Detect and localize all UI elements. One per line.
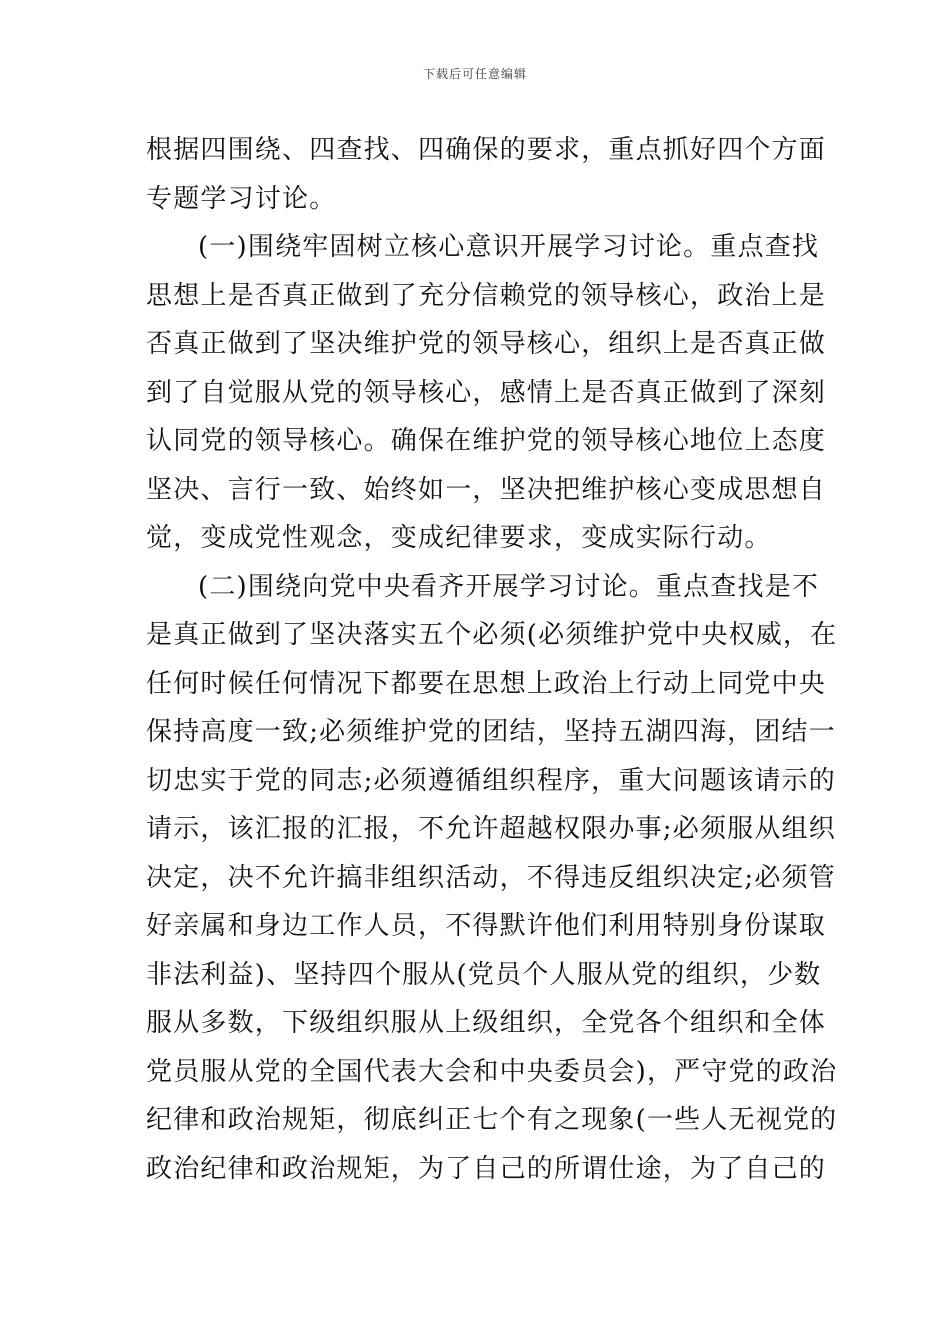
text-line: 到了自觉服从党的领导核心，感情上是否真正做到了深刻 <box>146 377 827 408</box>
text-line: 根据四围绕、四查找、四确保的要求，重点抓好四个方面 <box>146 135 827 165</box>
section-heading-line: (一)围绕牢固树立核心意识开展学习讨论。重点查找 <box>198 232 820 262</box>
text-line: 专题学习讨论。 <box>146 183 337 214</box>
text-line: 坚决、言行一致、始终如一，坚决把维护核心变成思想自 <box>146 474 827 505</box>
text-line: 决定，决不允许搞非组织活动，不得违反组织决定;必须管 <box>146 862 836 893</box>
text-line: 是真正做到了坚决落实五个必须(必须维护党中央权威，在 <box>146 620 838 650</box>
text-line: 任何时候任何情况下都要在思想上政治上行动上同党中央 <box>146 668 827 699</box>
text-line: 切忠实于党的同志;必须遵循组织程序，重大问题该请示的 <box>146 765 836 796</box>
text-line: 认同党的领导核心。确保在维护党的领导核心地位上态度 <box>146 426 827 456</box>
page-header: 下载后可任意编辑 <box>422 67 527 81</box>
text-line: 觉，变成党性观念，变成纪律要求，变成实际行动。 <box>146 523 772 553</box>
text-line: 好亲属和身边工作人员，不得默许他们利用特别身份谋取 <box>146 911 827 941</box>
text-line: 政治纪律和政治规矩，为了自己的所谓仕途，为了自己的 <box>146 1153 827 1184</box>
text-line: 请示，该汇报的汇报，不允许超越权限办事;必须服从组织 <box>146 814 836 844</box>
text-line: 非法利益)、坚持四个服从(党员个人服从党的组织，少数 <box>146 959 822 990</box>
text-line: 服从多数，下级组织服从上级组织，全党各个组织和全体 <box>146 1008 827 1038</box>
section-heading-line: (二)围绕向党中央看齐开展学习讨论。重点查找是不 <box>198 571 820 602</box>
text-line: 思想上是否真正做到了充分信赖党的领导核心，政治上是 <box>146 280 827 311</box>
text-line: 保持高度一致;必须维护党的团结，坚持五湖四海，团结一 <box>146 717 836 747</box>
document-body <box>146 128 838 1195</box>
text-line: 纪律和政治规矩，彻底纠正七个有之现象(一些人无视党的 <box>146 1105 838 1135</box>
text-line: 党员服从党的全国代表大会和中央委员会)，严守党的政治 <box>146 1056 838 1087</box>
text-line: 否真正做到了坚决维护党的领导核心，组织上是否真正做 <box>146 329 827 359</box>
